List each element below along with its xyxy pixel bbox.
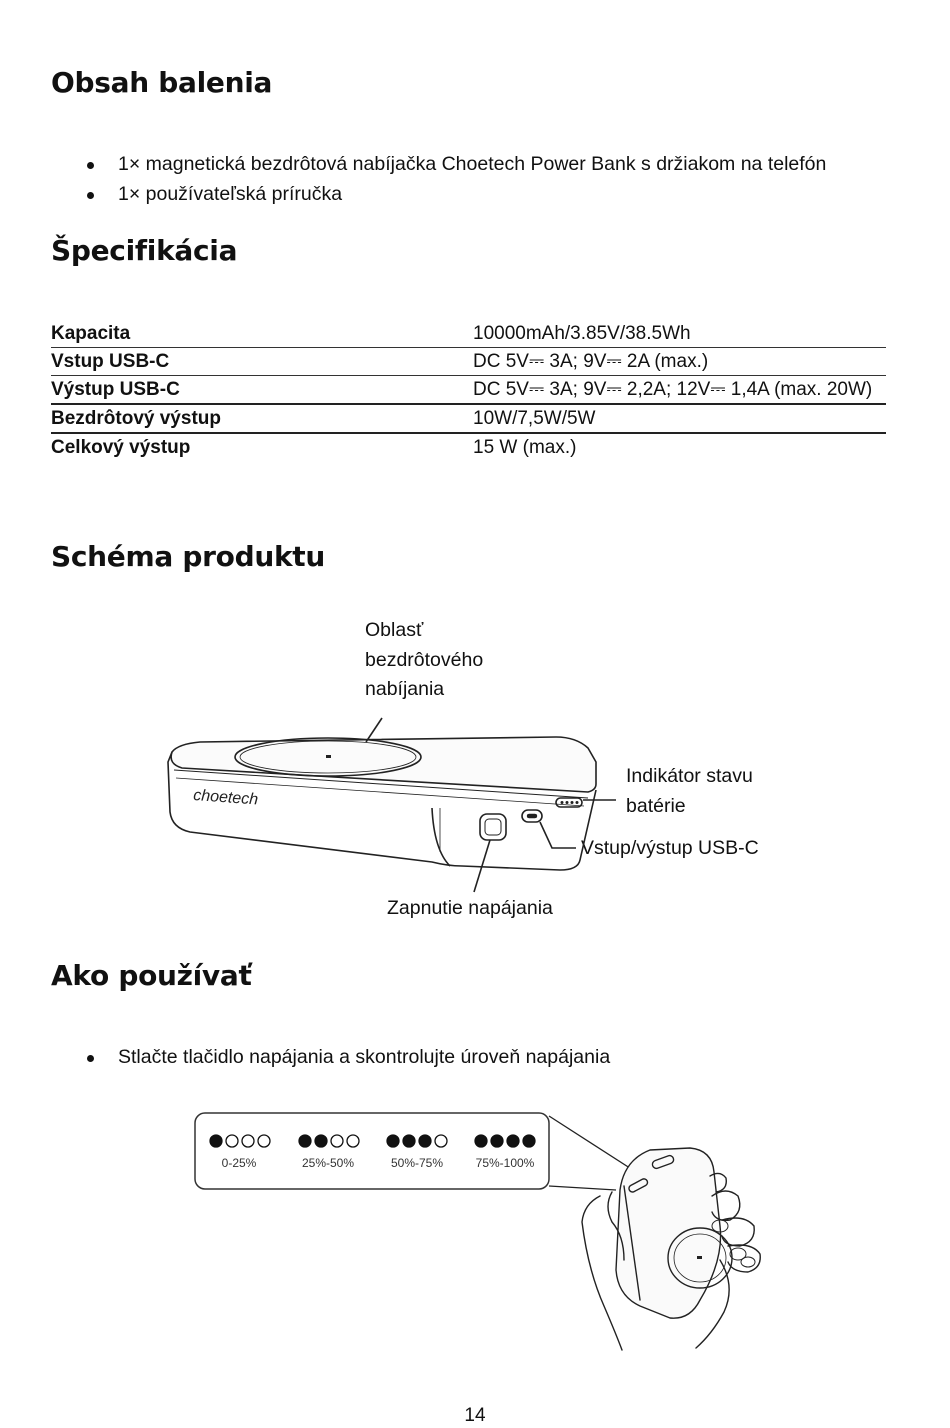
- spec-value: 15 W (max.): [473, 433, 886, 461]
- battery-level-label: 0-25%: [221, 1156, 257, 1170]
- spec-label: Celkový výstup: [51, 433, 473, 461]
- battery-dot-empty: [435, 1135, 447, 1147]
- spec-value: DC 5V⎓ 3A; 9V⎓ 2,2A; 12V⎓ 1,4A (max. 20W): [473, 376, 886, 405]
- list-item: 1× používateľská príručka: [85, 180, 826, 210]
- hand-holding-powerbank-icon: [582, 1148, 760, 1350]
- battery-dot-filled: [403, 1135, 415, 1147]
- label-wireless-area: Oblasť bezdrôtového nabíjania: [365, 619, 484, 700]
- label-usbc-port: Vstup/výstup USB-C: [581, 837, 759, 859]
- spec-label: Vstup USB-C: [51, 348, 473, 376]
- spec-value: 10000mAh/3.85V/38.5Wh: [473, 323, 691, 344]
- battery-dot-empty: [242, 1135, 254, 1147]
- battery-dot-filled: [475, 1135, 487, 1147]
- battery-dot-filled: [210, 1135, 222, 1147]
- battery-dot-filled: [523, 1135, 535, 1147]
- page-number: 14: [464, 1405, 486, 1426]
- heading-specifications: Špecifikácia: [51, 234, 238, 267]
- battery-dot-filled: [491, 1135, 503, 1147]
- spec-value: DC 5V⎓ 3A; 9V⎓ 2A (max.): [473, 348, 886, 376]
- battery-level-label: 50%-75%: [390, 1156, 444, 1170]
- list-item: Stlačte tlačidlo napájania a skontrolujte úroveň napájania: [85, 1043, 610, 1073]
- battery-dot-filled: [387, 1135, 399, 1147]
- spec-label: Kapacita: [51, 323, 131, 344]
- heading-package-contents: Obsah balenia: [51, 66, 273, 99]
- battery-dot-filled: [299, 1135, 311, 1147]
- battery-level-label: 25%-50%: [301, 1156, 355, 1170]
- spec-label: Výstup USB-C: [51, 376, 473, 405]
- spec-value: 10W/7,5W/5W: [473, 404, 886, 433]
- label-power-button: Zapnutie napájania: [387, 897, 553, 919]
- heading-how-to-use: Ako používať: [51, 959, 252, 992]
- battery-dot-empty: [226, 1135, 238, 1147]
- battery-dot-filled: [315, 1135, 327, 1147]
- battery-dot-empty: [347, 1135, 359, 1147]
- battery-dot-filled: [507, 1135, 519, 1147]
- heading-product-diagram: Schéma produktu: [51, 540, 326, 573]
- list-item: 1× magnetická bezdrôtová nabíjačka Choetech Power Bank s držiakom na telefón: [85, 150, 826, 180]
- brand-logo: choetech: [192, 787, 259, 809]
- battery-dot-empty: [258, 1135, 270, 1147]
- label-battery-indicator: Indikátor stavu batérie: [626, 765, 753, 817]
- battery-level-panel: [195, 1113, 549, 1189]
- battery-dot-empty: [331, 1135, 343, 1147]
- battery-level-label: 75%-100%: [475, 1156, 535, 1170]
- spec-label: Bezdrôtový výstup: [51, 404, 473, 433]
- battery-dot-filled: [419, 1135, 431, 1147]
